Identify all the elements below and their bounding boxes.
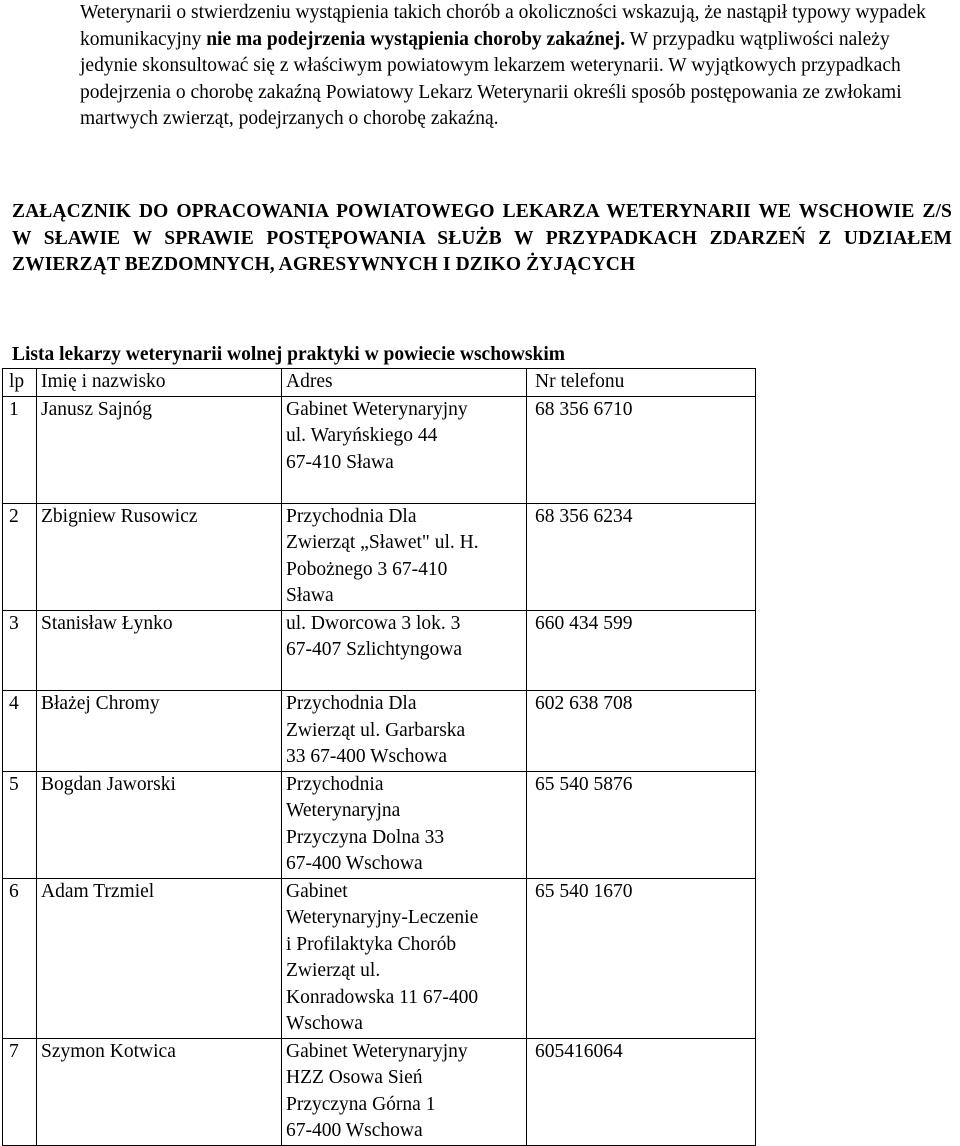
cell-name: Zbigniew Rusowicz	[37, 503, 282, 610]
address-line: Pobożnego 3 67-410	[286, 558, 448, 580]
cell-phone: 65 540 1670	[527, 878, 756, 1038]
cell-address	[282, 878, 527, 1038]
table-row	[3, 691, 756, 772]
address-line: 67-410 Sława	[286, 451, 394, 473]
address-line: Gabinet Weterynaryjny	[286, 1040, 468, 1062]
cell-name: Stanisław Łynko	[37, 610, 282, 691]
cell-address	[282, 771, 527, 878]
cell-name: Bogdan Jaworski	[37, 771, 282, 878]
address-line: Przyczyna Dolna 33	[286, 826, 445, 848]
table-header-row	[3, 369, 756, 397]
address-line: Gabinet	[286, 880, 348, 902]
address-line: Weterynaryjna	[286, 800, 401, 821]
table-row	[3, 1038, 756, 1145]
table-row	[3, 771, 756, 878]
intro-bold-text: nie ma podejrzenia wystąpienia choroby zakaźnej.	[206, 28, 626, 50]
cell-phone: 602 638 708	[527, 691, 756, 772]
address-line: Konradowska 11 67-400	[286, 986, 479, 1008]
cell-phone: 68 356 6234	[527, 503, 756, 610]
cell-name: Błażej Chromy	[37, 691, 282, 772]
vets-table	[2, 368, 756, 1146]
address-line: 67-400 Wschowa	[286, 1120, 423, 1141]
cell-lp: 6	[3, 878, 37, 1038]
address-line: 67-400 Wschowa	[286, 853, 423, 874]
header-address: Adres	[282, 369, 527, 397]
cell-name: Janusz Sajnóg	[37, 396, 282, 503]
address-line: Zwierząt ul. Garbarska	[286, 719, 466, 741]
table-row	[3, 610, 756, 691]
address-line: Przychodnia	[286, 773, 384, 795]
cell-lp: 2	[3, 503, 37, 610]
cell-phone: 68 356 6710	[527, 396, 756, 503]
address-line: ul. Dworcowa 3 lok. 3	[286, 612, 461, 634]
cell-lp: 4	[3, 691, 37, 772]
address-line	[286, 476, 522, 503]
intro-paragraph	[80, 0, 948, 133]
table-row	[3, 396, 756, 503]
address-line: i Profilaktyka Chorób	[286, 933, 457, 955]
cell-name: Szymon Kotwica	[37, 1038, 282, 1145]
cell-address	[282, 503, 527, 610]
address-line: Zwierząt „Sławet" ul. H.	[286, 532, 479, 553]
cell-name: Adam Trzmiel	[37, 878, 282, 1038]
cell-lp: 5	[3, 771, 37, 878]
address-line: ul. Waryńskiego 44	[286, 425, 438, 446]
intro-text-a: Weterynarii o stwierdzeniu wystąpienia takich chorób a okoliczności wskazują, że nastąpił typowy wypadek komunikacyjny	[80, 2, 926, 50]
list-title: Lista lekarzy weterynarii wolnej praktyki w powiecie wschowskim	[12, 344, 565, 365]
cell-phone: 65 540 5876	[527, 771, 756, 878]
address-line: Sława	[286, 585, 334, 606]
header-phone: Nr telefonu	[527, 369, 756, 397]
address-line: 33 67-400 Wschowa	[286, 746, 448, 767]
table-row	[3, 503, 756, 610]
cell-lp: 1	[3, 396, 37, 503]
table-row	[3, 878, 756, 1038]
address-line: Wschowa	[286, 1013, 363, 1034]
address-line: 67-407 Szlichtyngowa	[286, 639, 463, 660]
cell-phone: 605416064	[527, 1038, 756, 1145]
address-line: Zwierząt ul.	[286, 960, 381, 981]
cell-address	[282, 691, 527, 772]
address-line: Weterynaryjny-Leczenie	[286, 907, 479, 928]
address-line: Przychodnia Dla	[286, 693, 417, 714]
cell-address	[282, 1038, 527, 1145]
address-line: Przyczyna Górna 1	[286, 1093, 436, 1115]
cell-address	[282, 610, 527, 691]
address-line: Przychodnia Dla	[286, 505, 417, 527]
cell-lp: 7	[3, 1038, 37, 1145]
intro-text-b: W przypadku wątpliwości należy jedynie skonsultować się z właściwym powiatowym lekarzem weterynarii. W wyjątkowych przypadkach podejrzenia o chorobę zakaźną Powiatowy Lekarz Weterynarii określi sposób postępowania ze zwłokami martwych zwierząt, podejrzanych o chorobę zakaźną.	[80, 28, 902, 129]
header-name: Imię i nazwisko	[37, 369, 282, 397]
cell-address	[282, 396, 527, 503]
address-line	[286, 664, 522, 691]
address-line: Gabinet Weterynaryjny	[286, 398, 468, 420]
header-lp: lp	[3, 369, 37, 397]
attachment-heading: ZAŁĄCZNIK DO OPRACOWANIA POWIATOWEGO LEKARZA WETERYNARII WE WSCHOWIE Z/S W SŁAWIE W SPRAWIE POSTĘPOWANIA SŁUŻB W PRZYPADKACH ZDARZEŃ Z UDZIAŁEM ZWIERZĄT BEZDOMNYCH, AGRESYWNYCH I DZIKO ŻYJĄCYCH	[12, 201, 952, 275]
address-line: HZZ Osowa Sień	[286, 1067, 423, 1088]
cell-lp: 3	[3, 610, 37, 691]
cell-phone: 660 434 599	[527, 610, 756, 691]
